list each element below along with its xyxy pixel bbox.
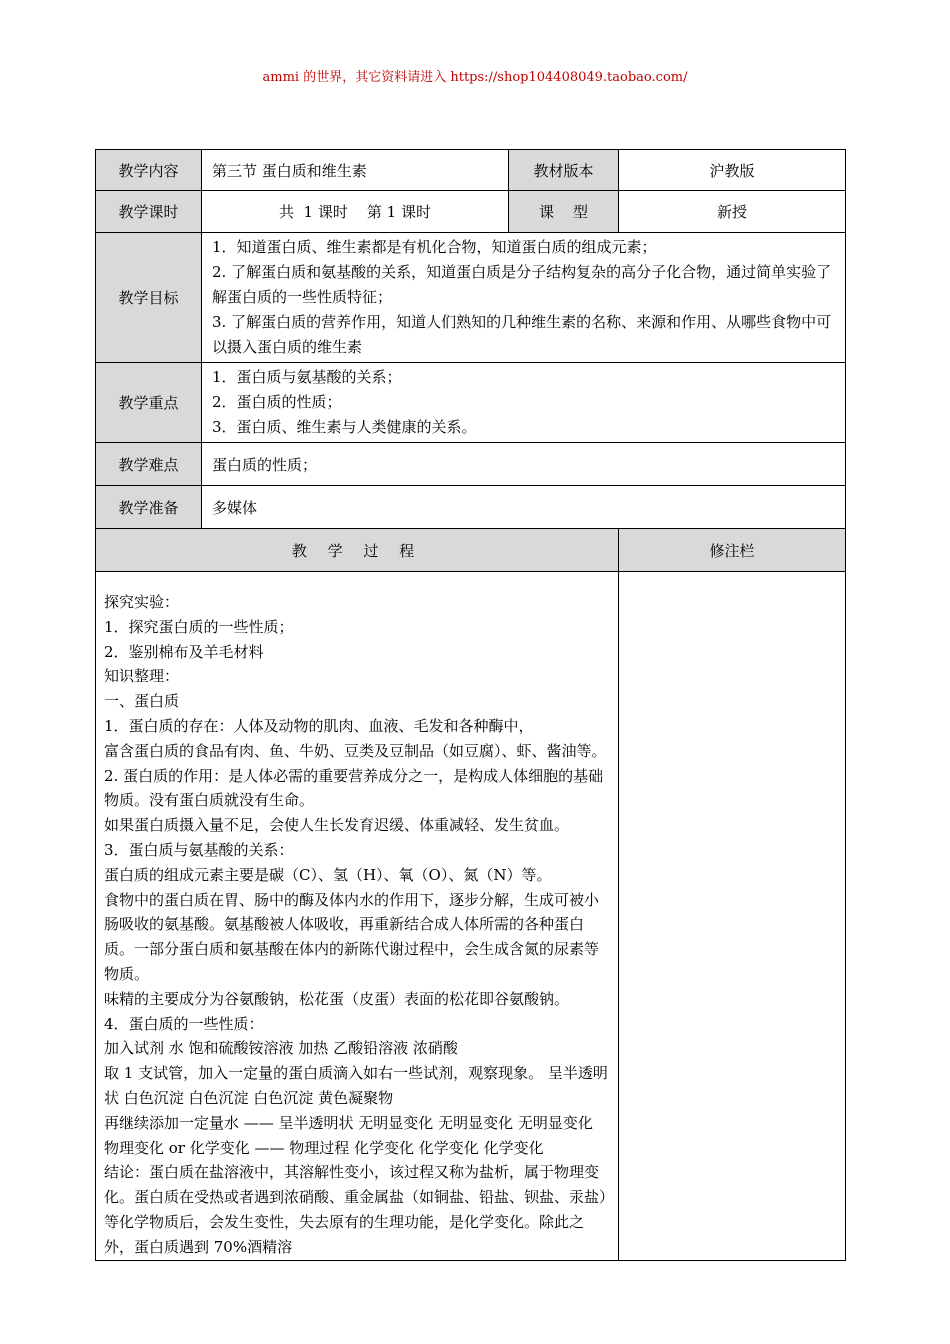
row-goals — [96, 233, 846, 363]
content-label: 教学内容 — [96, 150, 202, 191]
preparation-value: 多媒体 — [202, 486, 846, 529]
goals-label: 教学目标 — [96, 233, 202, 363]
key-point-item: 2．蛋白质的性质； — [212, 393, 342, 411]
goals-content — [202, 233, 846, 363]
goal-item: 2. 了解蛋白质和氨基酸的关系，知道蛋白质是分子结构复杂的高分子化合物，通过简单实验了解蛋白质的一些性质特征； — [212, 263, 832, 306]
process-line: 一、蛋白质 — [104, 692, 180, 711]
process-line: 味精的主要成分为谷氨酸钠，松花蛋（皮蛋）表面的松花即谷氨酸钠。 — [104, 989, 570, 1008]
hours-label: 教学课时 — [96, 191, 202, 233]
process-line: 2. 蛋白质的作用：是人体必需的重要营养成分之一，是构成人体细胞的基础物质。没有蛋白质就没有生命。 — [104, 766, 604, 810]
type-label: 课 型 — [509, 191, 619, 233]
process-line: 如果蛋白质摄入量不足，会使人生长发育迟缓、体重减轻、发生贫血。 — [104, 816, 570, 835]
key-points-label: 教学重点 — [96, 363, 202, 443]
key-points-content — [202, 363, 846, 443]
key-point-item: 3．蛋白质、维生素与人类健康的关系。 — [212, 418, 477, 436]
row-hours — [96, 191, 846, 233]
process-line: 加入试剂 水 饱和硫酸铵溶液 加热 乙酸铅溶液 浓硝酸 — [104, 1039, 458, 1058]
process-line: 4．蛋白质的一些性质： — [104, 1014, 264, 1033]
process-line: 2．鉴别棉布及羊毛材料 — [104, 642, 264, 661]
preparation-label: 教学准备 — [96, 486, 202, 529]
row-difficulty — [96, 443, 846, 486]
row-content — [96, 150, 846, 191]
row-key-points — [96, 363, 846, 443]
process-line: 再继续添加一定量水 —— 呈半透明状 无明显变化 无明显变化 无明显变化 — [104, 1113, 593, 1132]
content-value: 第三节 蛋白质和维生素 — [202, 150, 509, 191]
difficulty-value: 蛋白质的性质； — [202, 443, 846, 486]
edition-label: 教材版本 — [509, 150, 619, 191]
difficulty-label: 教学难点 — [96, 443, 202, 486]
row-preparation — [96, 486, 846, 529]
process-line: 物理变化 or 化学变化 —— 物理过程 化学变化 化学变化 化学变化 — [104, 1138, 544, 1157]
process-line: 蛋白质的组成元素主要是碳（C）、氢（H）、氧（O）、氮（N）等。 — [104, 865, 552, 884]
lesson-plan-table — [95, 149, 846, 1261]
row-process-body — [96, 572, 846, 1261]
process-line: 知识整理： — [104, 667, 180, 686]
notes-column — [619, 572, 846, 1261]
process-line: 探究实验： — [104, 593, 180, 611]
process-line: 1．探究蛋白质的一些性质； — [104, 617, 294, 636]
notes-header: 修注栏 — [619, 529, 846, 572]
goal-item: 1．知道蛋白质、维生素都是有机化合物，知道蛋白质的组成元素； — [212, 238, 657, 256]
hours-value: 共 1 课时 第 1 课时 — [202, 191, 509, 233]
process-content — [96, 572, 619, 1261]
edition-value: 沪教版 — [619, 150, 846, 191]
process-line: 1．蛋白质的存在：人体及动物的肌肉、血液、毛发和各种酶中， — [104, 716, 534, 735]
process-line: 结论：蛋白质在盐溶液中，其溶解性变小，该过程又称为盐析，属于物理变化。蛋白质在受热或者遇到浓硝酸、重金属盐（如铜盐、铅盐、钡盐、汞盐）等化学物质后，会发生变性，失去原有的生理功能，是化学变化。除此之外，蛋白质遇到 70%酒精溶 — [104, 1163, 607, 1256]
row-process-header — [96, 529, 846, 572]
key-point-item: 1．蛋白质与氨基酸的关系； — [212, 368, 402, 386]
process-line: 取 1 支试管，加入一定量的蛋白质滴入如右一些试剂，观察现象。 呈半透明状 白色沉淀 白色沉淀 白色沉淀 黄色凝聚物 — [104, 1064, 608, 1107]
header-note: ammi 的世界，其它资料请进入 https://shop104408049.taobao.com/ — [262, 70, 688, 85]
goal-item: 3. 了解蛋白质的营养作用，知道人们熟知的几种维生素的名称、来源和作用、从哪些食物中可以摄入蛋白质的维生素 — [212, 313, 832, 356]
process-line: 富含蛋白质的食品有肉、鱼、牛奶、豆类及豆制品（如豆腐）、虾、酱油等。 — [104, 741, 607, 760]
process-header: 教 学 过 程 — [96, 529, 619, 572]
type-value: 新授 — [619, 191, 846, 233]
process-line: 3．蛋白质与氨基酸的关系： — [104, 840, 294, 859]
process-line: 食物中的蛋白质在胃、肠中的酶及体内水的作用下，逐步分解，生成可被小肠吸收的氨基酸。氨基酸被人体吸收，再重新结合成人体所需的各种蛋白质。一部分蛋白质和氨基酸在体内的新陈代谢过程中，会生成含氮的尿素等物质。 — [104, 890, 600, 983]
